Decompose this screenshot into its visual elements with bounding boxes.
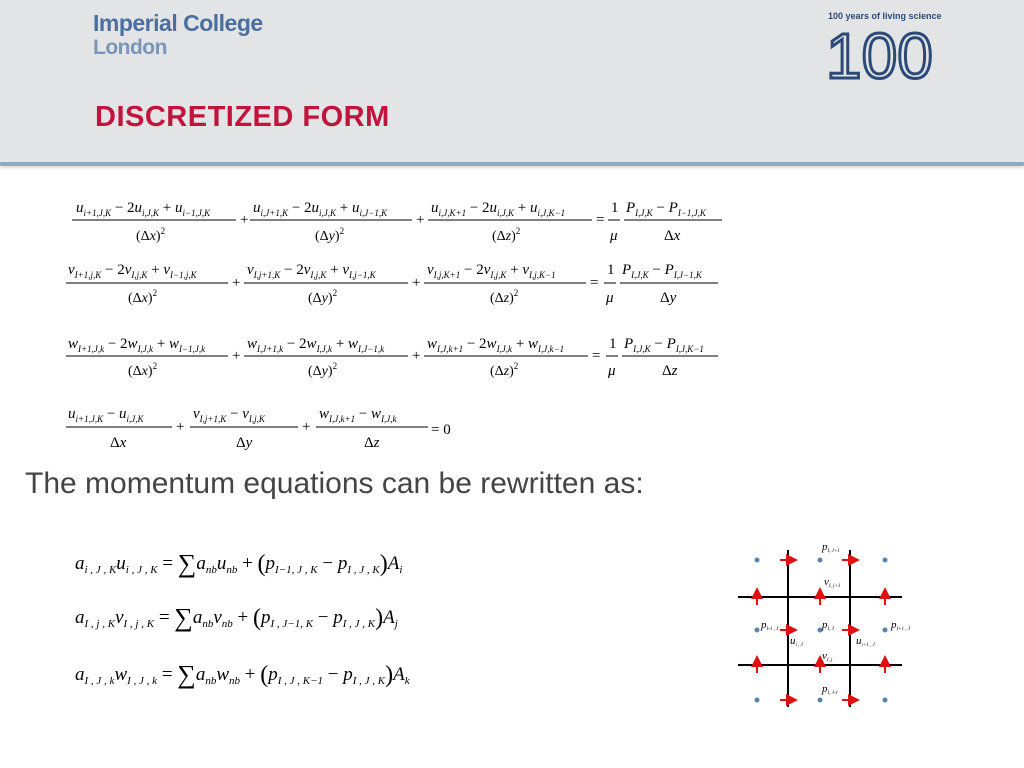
equation-continuity [66,406,451,451]
svg-text:+: + [232,348,241,364]
momentum-u [75,549,402,578]
svg-text:vI,j+1,K − 2vI,j,K + vI,j−1,K: $v_{I,j+1,K} - 2v_{I,j,K} + v_{I,j-1,K}$ [247,262,376,280]
equation-u-discretized [72,200,722,244]
svg-text:ui,J+1,K − 2ui,J,K + ui,J−1,K: $u_{i,J+1,K} - 2u_{i,J,K} + u_{i,J-1,K}$ [253,200,388,218]
svg-text:= 0: = 0 [431,422,451,438]
momentum-w [75,660,411,689]
svg-text:=: = [596,212,605,228]
svg-text:+: + [412,275,421,291]
svg-text:(Δz)2: $(\Delta z)^2$ [490,288,519,306]
anniversary-tagline: 100 years of living science [828,11,942,21]
svg-text:(Δx)2: $(\Delta x)^2$ [136,226,166,244]
svg-text:Δz: Δz [364,435,380,451]
svg-text:1: 1 [609,336,617,352]
svg-text:(Δz)2: $(\Delta z)^2$ [492,226,521,244]
equation-w-discretized [66,336,718,379]
svg-text:ui , J: ui , J [790,635,803,648]
staggered-grid-diagram [730,535,930,715]
logo-imperial: Imperial College [93,10,263,36]
svg-text:ui,J,K+1 − 2ui,J,K + ui,J,K−1: $u_{i,J,K+1} - 2u_{i,J,K} + u_{i,J,K-1}$ [431,200,566,218]
svg-text:+: + [232,275,241,291]
svg-text:(Δy)2: $(\Delta y)^2$ [315,226,345,244]
equation-v-discretized [66,262,718,306]
svg-text:vI, j: vI, j [822,650,833,663]
svg-text:+: + [302,419,311,435]
svg-text:μ: μ [606,290,614,306]
svg-text:100: 100 [826,24,933,84]
svg-text:Δx: Δx [664,228,681,244]
svg-text:μ: μ [610,228,618,244]
svg-text:1: 1 [607,262,615,278]
grid-labels [760,541,911,696]
svg-text:+: + [416,212,425,228]
svg-text:PI,J,K − PI−1,J,K: $P_{I,J,K} - P_{I-1,J,K}$ [626,200,706,218]
svg-text:vI+1,j,K − 2vI,j,K + vI−1,j,K: $v_{I+1,j,K} - 2v_{I,j,K} + v_{I-1,j,K}$ [68,262,197,280]
svg-text:pI, J+1: pI, J+1 [822,541,840,554]
svg-text:aI , j , KvI , j , K = ∑anbvnb: $a_{I , j , K}v_{I , j , K} = \sum a_{nb}v_{nb} + (p_{I , J-1, K} - p_{I , J , K})A_j$ [75,603,398,632]
svg-text:Δx: Δx [110,435,127,451]
slide-title: DISCRETIZED FORM [95,101,390,133]
svg-text:wI,J,k+1 − wI,J,k: $w_{I,J,k+1} - w_{I,J,k}$ [319,406,397,424]
svg-text:1: 1 [611,200,619,216]
svg-text:vI, j+1: vI, j+1 [824,576,841,589]
svg-text:pI-1 , J: pI-1 , J [761,619,779,632]
svg-text:ai , J , Kui , J , K = ∑anbunb: $a_{i , J , K}u_{i , J , K} = \sum a_{nb}u_{nb} + (p_{I-1, J , K} - p_{I , J , K})A_i$ [75,549,403,578]
svg-text:PI,J,K − PI,J−1,K: $P_{I,J,K} - P_{I,J-1,K}$ [622,262,702,280]
svg-text:(Δx)2: $(\Delta x)^2$ [128,361,158,379]
svg-text:Δy: Δy [660,290,677,306]
svg-text:pI, J: pI, J [822,619,834,632]
svg-text:vI,j+1,K − vI,j,K: $v_{I,j+1,K} - v_{I,j,K}$ [193,406,265,424]
svg-text:μ: μ [608,363,616,379]
svg-text:pI+1 , J: pI+1 , J [891,619,911,632]
svg-text:ui+1,J,K − 2ui,J,K + ui−1,J,K: $u_{i+1,J,K} - 2u_{i,J,K} + u_{i-1,J,K}$ [76,200,211,218]
svg-text:(Δy)2: $(\Delta y)^2$ [308,288,338,306]
svg-text:wI,J+1,k − 2wI,J,k + wI,J−1,k: $w_{I,J+1,k} - 2w_{I,J,k} + w_{I,J-1,k}$ [247,336,385,354]
momentum-v [75,603,398,632]
svg-text:pI, J-1: pI, J-1 [822,683,839,696]
svg-text:wI,J,k+1 − 2wI,J,k + wI,J,k−1: $w_{I,J,k+1} - 2w_{I,J,k} + w_{I,J,k-1}$ [427,336,565,354]
svg-text:aI , J , kwI , J , k = ∑anbwnb: $a_{I , J , k}w_{I , J , k} = \sum a_{nb}w_{nb} + (p_{I , J , K-1} - p_{I , J , K})A_k$ [75,660,410,689]
svg-text:PI,J,K − PI,J,K−1: $P_{I,J,K} - P_{I,J,K-1}$ [624,336,704,354]
svg-text:=: = [592,348,601,364]
svg-text:(Δy)2: $(\Delta y)^2$ [308,361,338,379]
logo-london: London [93,36,167,59]
svg-text:=: = [590,275,599,291]
svg-text:Δz: Δz [662,363,678,379]
svg-text:ui+1 , J: ui+1 , J [856,635,875,648]
svg-text:Δy: Δy [236,435,253,451]
svg-text:+: + [176,419,185,435]
svg-text:vI,j,K+1 − 2vI,j,K + vI,j,K−1: $v_{I,j,K+1} - 2v_{I,j,K} + v_{I,j,K-1}$ [427,262,556,280]
svg-text:ui+1,J,K − ui,J,K: $u_{i+1,J,K} - u_{i,J,K}$ [68,406,144,424]
svg-text:(Δz)2: $(\Delta z)^2$ [490,361,519,379]
slide-subtitle: The momentum equations can be rewritten as: [25,467,644,500]
svg-text:+: + [240,212,249,228]
svg-text:(Δx)2: $(\Delta x)^2$ [128,288,158,306]
svg-text:+: + [412,348,421,364]
svg-text:wI+1,J,k − 2wI,J,k + wI−1,J,k: $w_{I+1,J,k} - 2w_{I,J,k} + w_{I-1,J,k}$ [68,336,206,354]
